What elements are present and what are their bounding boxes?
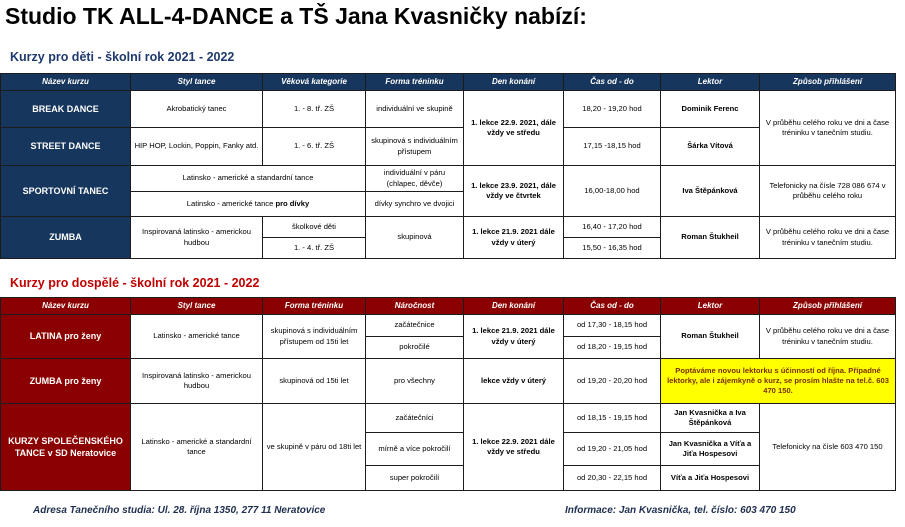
adults-header-row: [1, 298, 896, 315]
course-time: od 19,20 - 20,20 hod: [564, 359, 661, 404]
course-time: 18,20 - 19,20 hod: [564, 91, 661, 128]
lector: Iva Štěpánková: [661, 166, 760, 217]
lector: Jan Kvasnička a Víťa a Jiťa Hospesovi: [661, 433, 760, 466]
course-name: SPORTOVNÍ TANEC: [1, 166, 131, 217]
course-day: 1. lekce 21.9. 2021 dále vždy v úterý: [464, 217, 564, 259]
table-row: [1, 359, 896, 404]
difficulty: super pokročilí: [366, 466, 464, 491]
table-row: [1, 217, 896, 238]
header-cell: Forma tréninku: [263, 298, 366, 315]
lector: Jan Kvasnička a Iva Štěpánková: [661, 404, 760, 433]
course-time: 17,15 -18,15 hod: [564, 128, 661, 166]
lector: Roman Štukheil: [661, 315, 760, 359]
course-name: ZUMBA: [1, 217, 131, 259]
lector: Dominik Ferenc: [661, 91, 760, 128]
lector: Víťa a Jiťa Hospesovi: [661, 466, 760, 491]
course-day: 1. lekce 23.9. 2021, dále vždy ve čtvrtek: [464, 166, 564, 217]
training-form: skupinová s individuálním přístupem od 15ti let: [263, 315, 366, 359]
dance-style: Latinsko - americké a standardní tance: [131, 166, 366, 192]
signup-method: V průběhu celého roku ve dni a čase tréninku v tanečním studiu.: [760, 91, 896, 166]
training-form: individuální v páru (chlapec, děvče): [366, 166, 464, 192]
course-time: od 18,15 - 19,15 hod: [564, 404, 661, 433]
difficulty: mírně a více pokročilí: [366, 433, 464, 466]
difficulty: začátečnice: [366, 315, 464, 337]
dance-style: Latinsko - americké tance: [131, 315, 263, 359]
style-emphasis: pro dívky: [275, 198, 310, 208]
age-category: 1. - 6. tř. ZŠ: [263, 128, 366, 166]
course-time: od 17,30 - 18,15 hod: [564, 315, 661, 337]
training-form: individuální ve skupině: [366, 91, 464, 128]
difficulty: pro všechny: [366, 359, 464, 404]
header-cell: Lektor: [661, 74, 760, 91]
course-name: BREAK DANCE: [1, 91, 131, 128]
dance-style: Akrobatický tanec: [131, 91, 263, 128]
page-title: Studio TK ALL-4-DANCE a TŠ Jana Kvasničky nabízí:: [5, 3, 587, 29]
course-time: 16,40 - 17,20 hod: [564, 217, 661, 238]
training-form: ve skupině v páru od 18ti let: [263, 404, 366, 491]
header-cell: Název kurzu: [1, 298, 131, 315]
header-cell: Styl tance: [131, 74, 263, 91]
table-row: [1, 91, 896, 128]
header-cell: Věková kategorie: [263, 74, 366, 91]
lector-notice: Poptáváme novou lektorku s účinností od října. Případné lektorky, ale i zájemkyně o kurz, se prosím hlašte na tel.č. 603 470 150.: [661, 359, 896, 404]
dance-style: Latinsko - americké a standardní tance: [131, 404, 263, 491]
age-category: 1. - 8. tř. ZŠ: [263, 91, 366, 128]
adults-section-heading: Kurzy pro dospělé - školní rok 2021 - 2022: [10, 276, 260, 290]
header-cell: Forma tréninku: [366, 74, 464, 91]
course-time: 15,50 - 16,35 hod: [564, 238, 661, 259]
signup-method: Telefonicky na čísle 603 470 150: [760, 404, 896, 491]
header-cell: Čas od - do: [564, 298, 661, 315]
dance-style: Inspirovaná latinsko - americkou hudbou: [131, 359, 263, 404]
course-day: 1. lekce 21.9. 2021 dále vždy v úterý: [464, 315, 564, 359]
signup-method: Telefonicky na čísle 728 086 674 v průběhu celého roku: [760, 166, 896, 217]
course-time: od 19,20 - 21,05 hod: [564, 433, 661, 466]
table-row: [1, 166, 896, 192]
kids-section-heading: Kurzy pro děti - školní rok 2021 - 2022: [10, 50, 235, 64]
difficulty: začátečníci: [366, 404, 464, 433]
course-time: od 18,20 - 19,15 hod: [564, 337, 661, 359]
dance-style: HIP HOP, Lockin, Poppin, Fanky atd.: [131, 128, 263, 166]
signup-method: V průběhu celého roku ve dni a čase tréninku v tanečním studiu.: [760, 217, 896, 259]
age-category: školkové děti: [263, 217, 366, 238]
adults-courses-table: [0, 297, 896, 491]
header-cell: Styl tance: [131, 298, 263, 315]
dance-style: [131, 192, 366, 217]
dance-style: Inspirovaná latinsko - americkou hudbou: [131, 217, 263, 259]
signup-method: V průběhu celého roku ve dni a čase tréninku v tanečním studiu.: [760, 315, 896, 359]
header-cell: Náročnost: [366, 298, 464, 315]
course-time: od 20,30 - 22,15 hod: [564, 466, 661, 491]
course-name: KURZY SPOLEČENSKÉHO TANCE v SD Neratovice: [1, 404, 131, 491]
header-cell: Způsob přihlášení: [760, 298, 896, 315]
style-text: Latinsko - americké tance: [186, 198, 276, 208]
training-form: dívky synchro ve dvojici: [366, 192, 464, 217]
age-category: 1. - 4. tř. ZŠ: [263, 238, 366, 259]
course-name: ZUMBA pro ženy: [1, 359, 131, 404]
header-cell: Způsob přihlášení: [760, 74, 896, 91]
course-time: 16,00-18,00 hod: [564, 166, 661, 217]
contact-info: Informace: Jan Kvasnička, tel. číslo: 603 470 150: [565, 505, 796, 516]
kids-header-row: [1, 74, 896, 91]
course-name: LATINA pro ženy: [1, 315, 131, 359]
table-row: [1, 315, 896, 337]
course-day: lekce vždy v úterý: [464, 359, 564, 404]
header-cell: Lektor: [661, 298, 760, 315]
difficulty: pokročilé: [366, 337, 464, 359]
header-cell: Den konání: [464, 298, 564, 315]
training-form: skupinová od 15ti let: [263, 359, 366, 404]
lector: Roman Štukheil: [661, 217, 760, 259]
table-row: [1, 404, 896, 433]
course-day: 1. lekce 22.9. 2021 dále vždy ve středu: [464, 404, 564, 491]
training-form: skupinová s individuálním přístupem: [366, 128, 464, 166]
studio-address: Adresa Tanečního studia: Ul. 28. října 1350, 277 11 Neratovice: [33, 505, 326, 516]
header-cell: Čas od - do: [564, 74, 661, 91]
header-cell: Den konání: [464, 74, 564, 91]
kids-courses-table: [0, 73, 896, 259]
lector: Šárka Vítová: [661, 128, 760, 166]
course-day: 1. lekce 22.9. 2021, dále vždy ve středu: [464, 91, 564, 166]
header-cell: Název kurzu: [1, 74, 131, 91]
training-form: skupinová: [366, 217, 464, 259]
course-name: STREET DANCE: [1, 128, 131, 166]
